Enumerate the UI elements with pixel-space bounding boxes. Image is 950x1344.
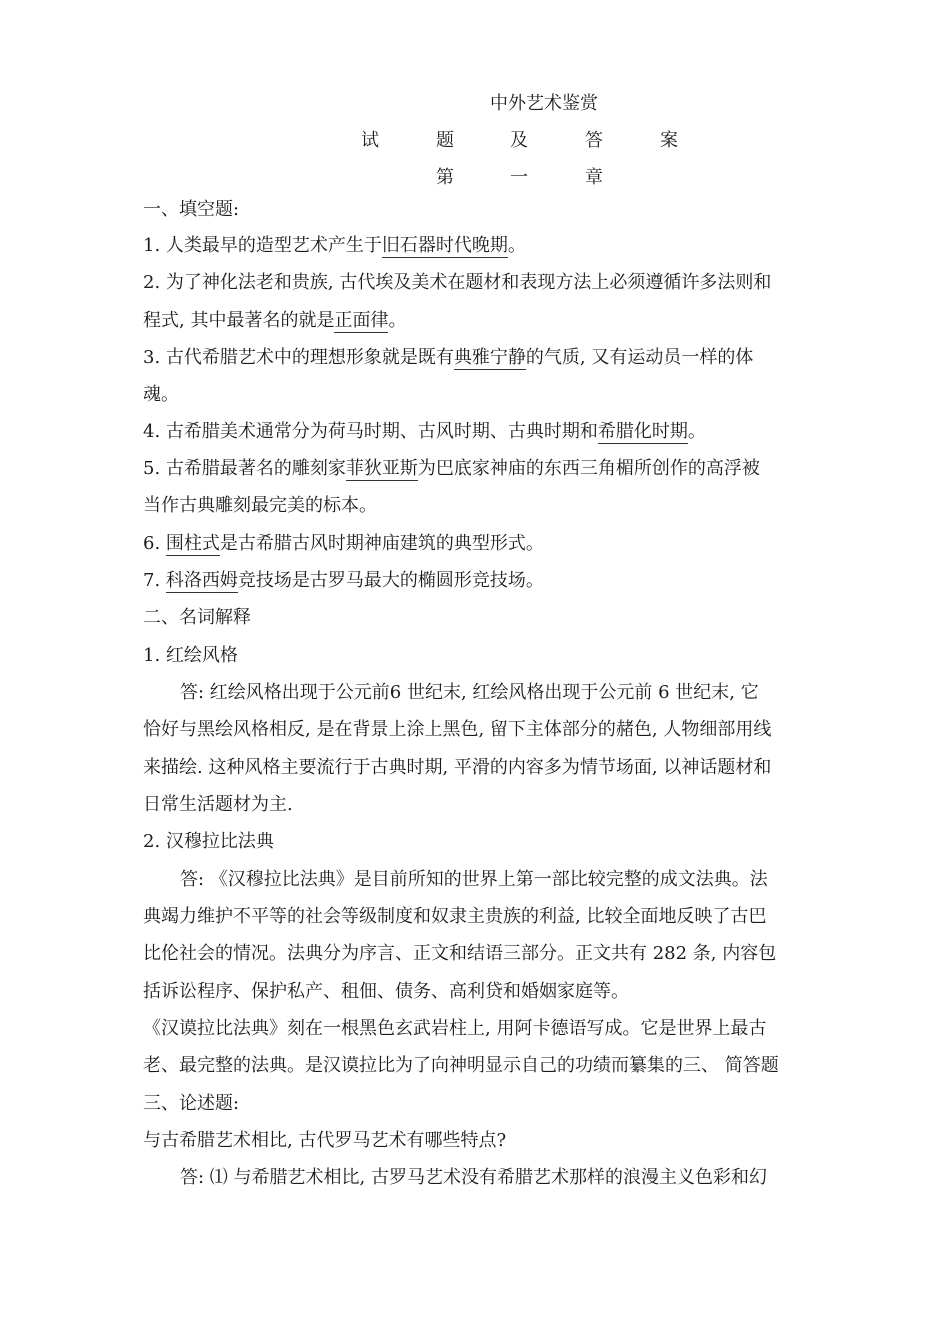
chapter-char: 第 — [436, 167, 454, 188]
question-2-line-1: 2. 为了神化法老和贵族, 古代埃及美术在题材和表现方法上必须遵循许多法则和 — [143, 272, 772, 293]
term-2-answer-line: 括诉讼程序、保护私产、租佃、债务、高利贷和婚姻家庭等。 — [143, 981, 629, 1002]
essay-question: 与古希腊艺术相比, 古代罗马艺术有哪些特点? — [143, 1130, 507, 1151]
question-3-line-1 — [143, 345, 753, 371]
term-1-answer-line: 答: 红绘风格出现于公元前6 世纪末, 红绘风格出现于公元前 6 世纪末, 它 — [180, 682, 759, 703]
subtitle-char: 答 — [585, 130, 603, 151]
question-5-line-1 — [143, 456, 760, 482]
document-title: 中外艺术鉴赏 — [490, 93, 598, 114]
question-text: 。 — [388, 310, 407, 331]
answer-underlined: 旧石器时代晚期 — [381, 235, 508, 256]
question-3-line-2: 魂。 — [143, 384, 179, 405]
term-2-answer-line: 答: 《汉穆拉比法典》是目前所知的世界上第一部比较完整的成文法典。法 — [180, 869, 768, 890]
answer-underlined: 科洛西姆 — [165, 570, 238, 591]
question-6 — [143, 531, 544, 557]
question-4 — [143, 419, 706, 445]
term-2-answer-line: 《汉谟拉比法典》刻在一根黑色玄武岩柱上, 用阿卡德语写成。它是世界上最古 — [143, 1018, 767, 1039]
question-7 — [143, 568, 544, 594]
question-text: 竞技场是古罗马最大的椭圆形竞技场。 — [237, 570, 544, 591]
term-1-title: 1. 红绘风格 — [143, 645, 238, 666]
question-text: 的气质, 又有运动员一样的体 — [525, 347, 754, 368]
term-1-answer-line: 来描绘. 这种风格主要流行于古典时期, 平滑的内容多为情节场面, 以神话题材和 — [143, 757, 772, 778]
term-2-answer-line: 典竭力维护不平等的社会等级制度和奴隶主贵族的利益, 比较全面地反映了古巴 — [143, 906, 767, 927]
essay-answer-line: 答: ⑴ 与希腊艺术相比, 古罗马艺术没有希腊艺术那样的浪漫主义色彩和幻 — [180, 1167, 767, 1188]
chapter-char: 章 — [585, 167, 603, 188]
question-text: 7. — [143, 570, 166, 591]
question-text: 4. 古希腊美术通常分为荷马时期、古风时期、古典时期和 — [143, 421, 598, 442]
term-2-title: 2. 汉穆拉比法典 — [143, 831, 274, 852]
question-text: 。 — [687, 421, 706, 442]
answer-underlined: 菲狄亚斯 — [345, 458, 418, 479]
question-text: 1. 人类最早的造型艺术产生于 — [143, 235, 382, 256]
question-2-line-2 — [143, 308, 406, 334]
chapter-char: 一 — [510, 167, 528, 188]
question-text: 6. — [143, 533, 166, 554]
answer-underlined: 典雅宁静 — [453, 347, 526, 368]
section-heading-terms: 二、名词解释 — [143, 607, 251, 628]
subtitle-char: 及 — [510, 130, 528, 151]
section-heading-essay: 三、论述题: — [143, 1093, 240, 1114]
question-1 — [143, 233, 526, 259]
question-5-line-2: 当作古典雕刻最完美的标本。 — [143, 495, 377, 516]
subtitle-char: 试 — [361, 130, 379, 151]
term-2-answer-line: 老、最完整的法典。是汉谟拉比为了向神明显示自己的功绩而纂集的三、 简答题 — [143, 1055, 779, 1076]
question-text: 程式, 其中最著名的就是 — [143, 310, 335, 331]
term-1-answer-line: 日常生活题材为主. — [143, 794, 293, 815]
subtitle-char: 题 — [436, 130, 454, 151]
answer-underlined: 正面律 — [334, 310, 389, 331]
question-text: 为巴底家神庙的东西三角楣所创作的高浮被 — [417, 458, 760, 479]
answer-underlined: 围柱式 — [165, 533, 220, 554]
question-text: 3. 古代希腊艺术中的理想形象就是既有 — [143, 347, 454, 368]
term-1-answer-line: 恰好与黑绘风格相反, 是在背景上涂上黑色, 留下主体部分的赭色, 人物细部用线 — [143, 719, 772, 740]
subtitle-char: 案 — [660, 130, 678, 151]
section-heading-fill-in: 一、填空题: — [143, 199, 240, 220]
question-text: 5. 古希腊最著名的雕刻家 — [143, 458, 346, 479]
term-2-answer-line: 比伦社会的情况。法典分为序言、正文和结语三部分。正文共有 282 条, 内容包 — [143, 943, 777, 964]
question-text: 是古希腊古风时期神庙建筑的典型形式。 — [219, 533, 544, 554]
question-text: 。 — [507, 235, 526, 256]
answer-underlined: 希腊化时期 — [597, 421, 688, 442]
